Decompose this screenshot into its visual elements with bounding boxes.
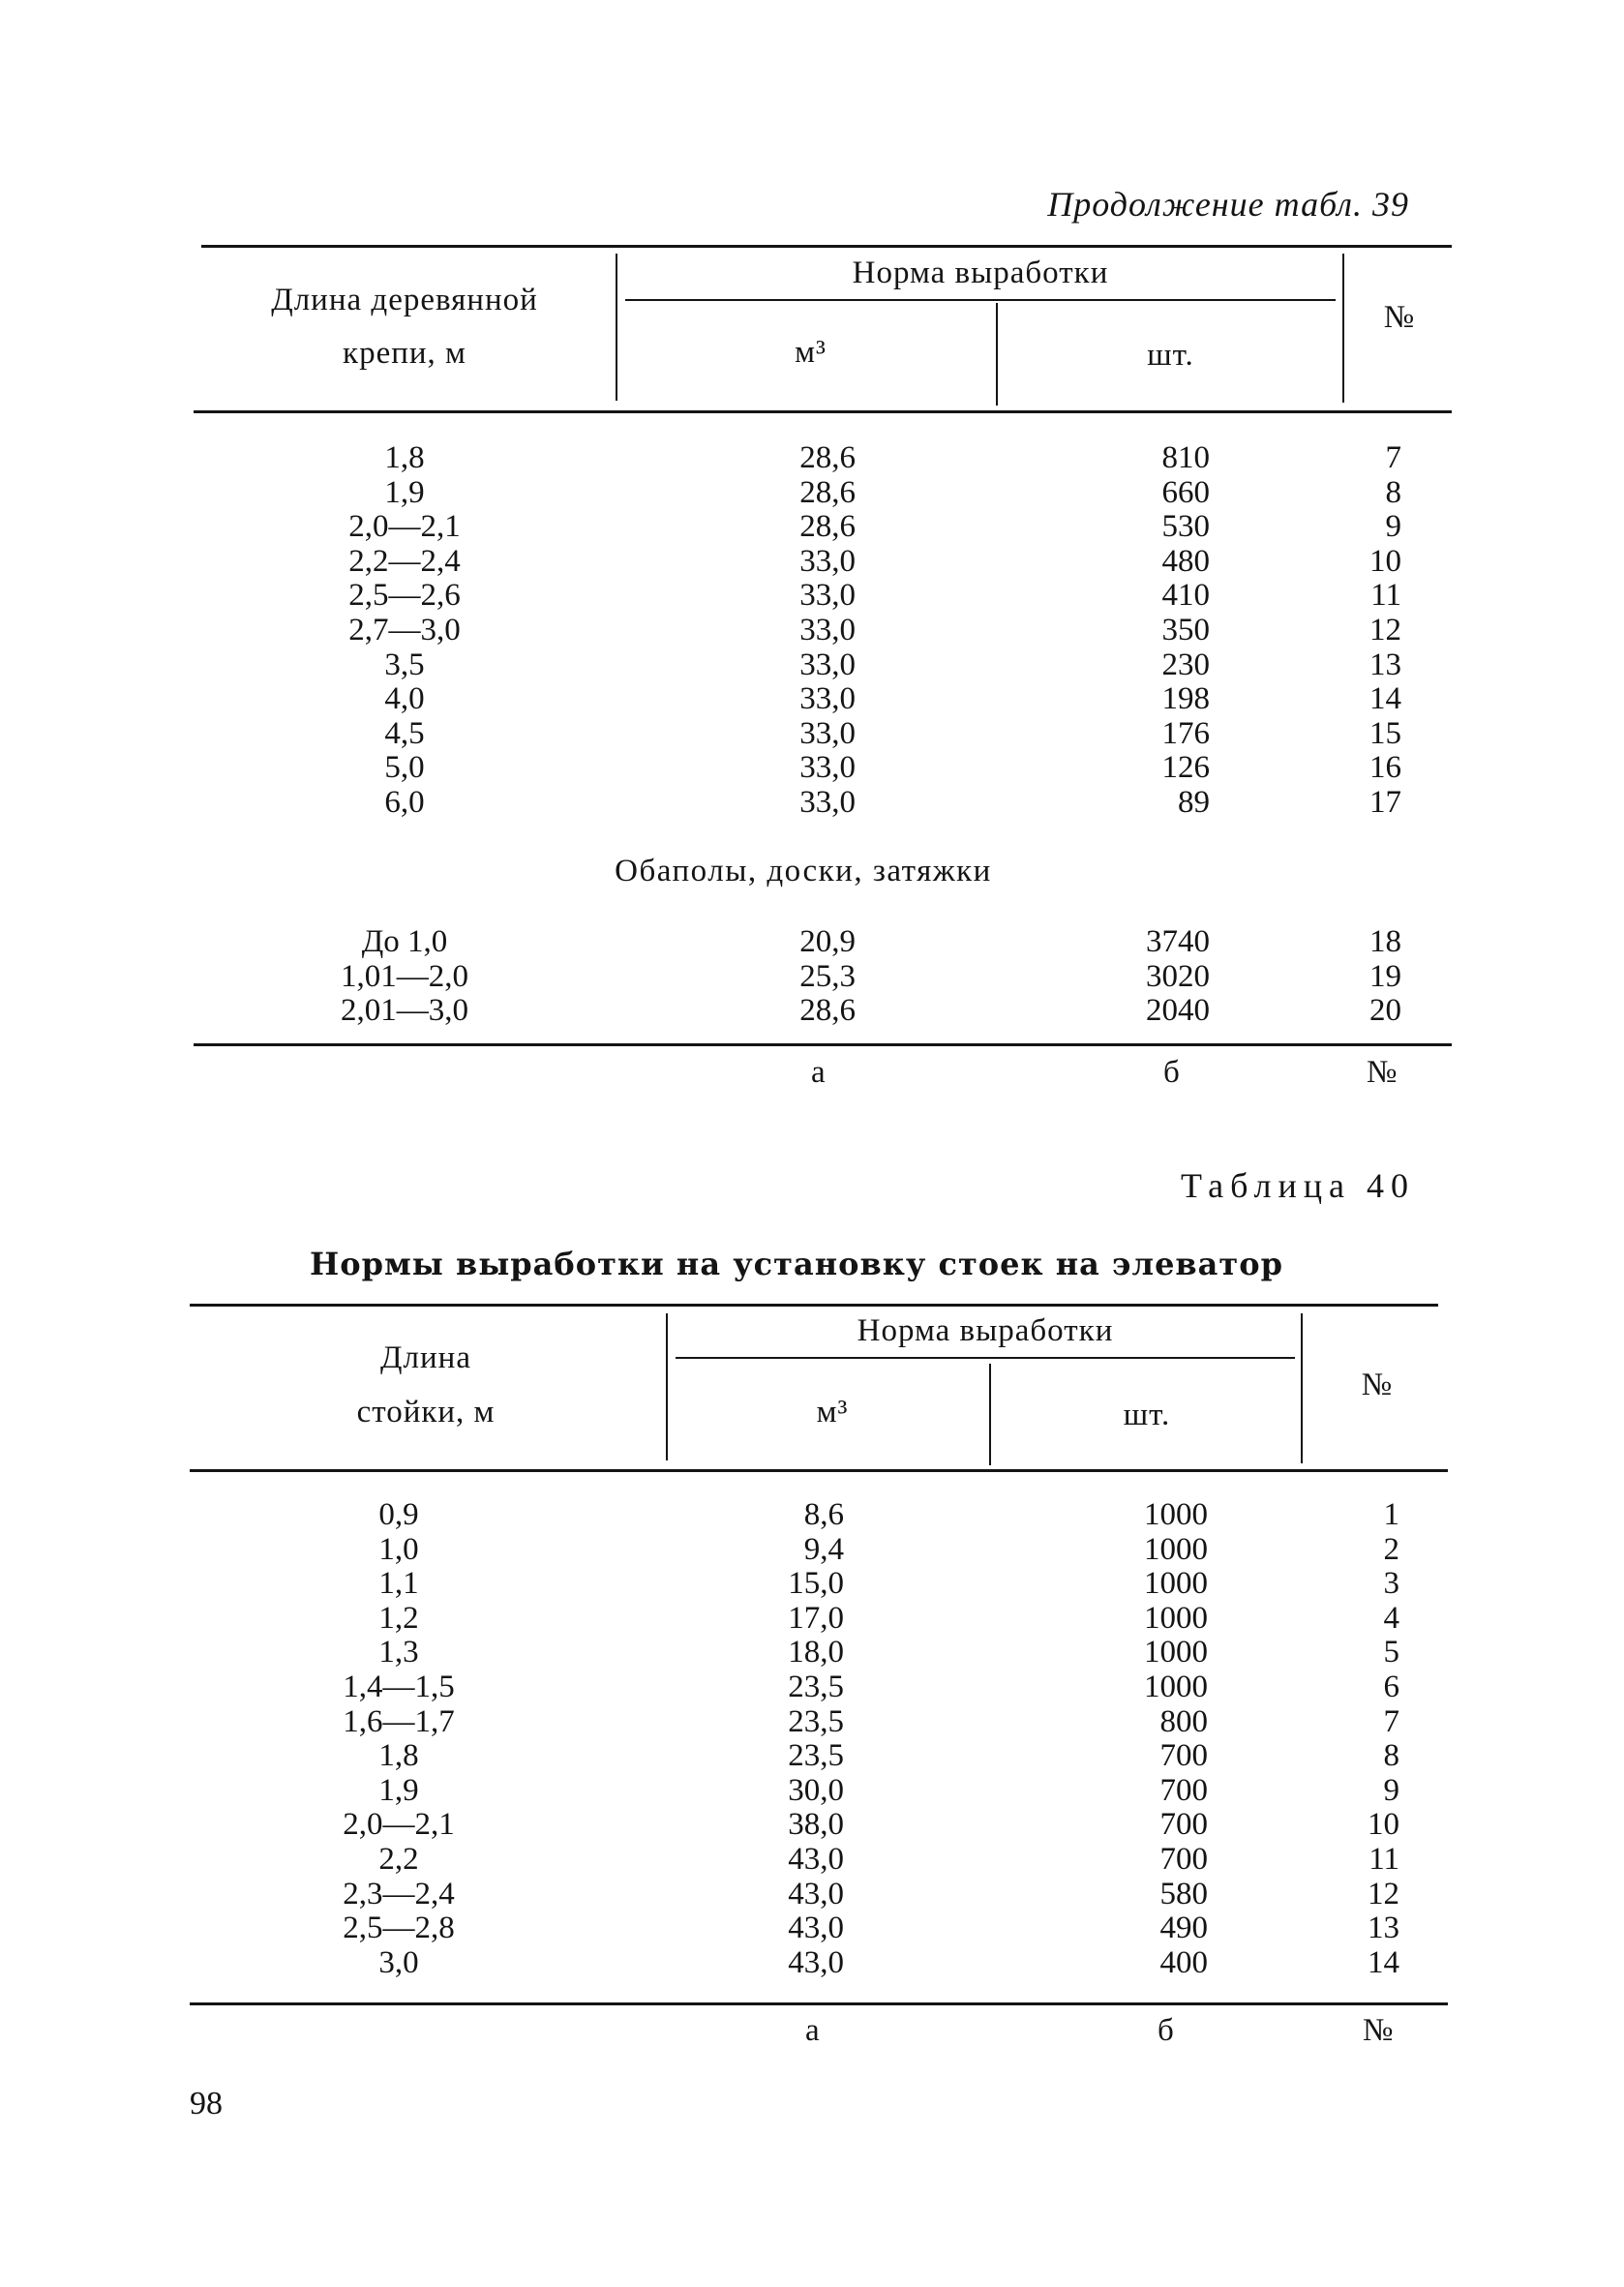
cell-length: 2,5—2,6 (348, 578, 461, 614)
cell-number: 4 (1383, 1600, 1399, 1636)
cell-number: 18 (1369, 924, 1401, 959)
page-number: 98 (190, 2086, 223, 2121)
table-row (0, 1946, 1624, 1981)
table-row (0, 1636, 1624, 1670)
table-row (0, 1843, 1624, 1878)
cell-length: 5,0 (384, 750, 425, 786)
table-row (0, 1567, 1624, 1602)
cell-volume-m3: 25,3 (799, 958, 856, 994)
table39-vrule-3 (1342, 254, 1344, 403)
cell-length: 1,3 (378, 1635, 419, 1670)
table40-vrule-2 (989, 1364, 991, 1465)
cell-length: 1,1 (378, 1566, 419, 1602)
table-row (0, 545, 1624, 580)
cell-count-sht: 230 (1161, 647, 1210, 682)
table40-body (0, 1498, 1624, 1980)
cell-number: 6 (1383, 1669, 1399, 1704)
cell-count-sht: 1000 (1144, 1497, 1208, 1532)
cell-volume-m3: 23,5 (788, 1738, 844, 1774)
cell-volume-m3: 8,6 (803, 1497, 844, 1532)
cell-count-sht: 810 (1161, 440, 1210, 475)
table39-section-body (0, 925, 1624, 1029)
table39-footer-b: б (1163, 1055, 1180, 1090)
cell-number: 2 (1383, 1531, 1399, 1567)
cell-count-sht: 580 (1159, 1876, 1208, 1911)
cell-length: 2,0—2,1 (343, 1807, 455, 1843)
cell-count-sht: 530 (1161, 509, 1210, 545)
cell-length: 1,2 (378, 1600, 419, 1636)
table-row (0, 510, 1624, 545)
cell-length: 1,9 (378, 1772, 419, 1808)
table40-vrule-1 (666, 1313, 668, 1460)
cell-number: 20 (1369, 993, 1401, 1029)
table40-col-no: № (1361, 1368, 1394, 1402)
table40-caption: Нормы выработки на установку стоек на элеватор (310, 1246, 1283, 1282)
cell-volume-m3: 43,0 (788, 1876, 844, 1911)
cell-number: 7 (1383, 1703, 1399, 1739)
cell-count-sht: 700 (1159, 1738, 1208, 1774)
cell-number: 19 (1369, 958, 1401, 994)
cell-count-sht: 350 (1161, 612, 1210, 647)
table39-col-no: № (1383, 300, 1416, 335)
cell-volume-m3: 30,0 (788, 1772, 844, 1808)
cell-volume-m3: 43,0 (788, 1841, 844, 1877)
cell-volume-m3: 43,0 (788, 1944, 844, 1980)
cell-volume-m3: 28,6 (799, 474, 856, 510)
continuation-label: Продолжение табл. 39 (1047, 185, 1409, 224)
table-row (0, 476, 1624, 511)
table39-col-sht: шт. (1147, 338, 1194, 373)
table39-footer-a: а (811, 1055, 826, 1090)
cell-count-sht: 410 (1161, 578, 1210, 614)
table40-col-group-norm: Норма выработки (857, 1313, 1114, 1348)
table-row (0, 1705, 1624, 1740)
cell-count-sht: 490 (1159, 1911, 1208, 1946)
cell-volume-m3: 23,5 (788, 1669, 844, 1704)
cell-count-sht: 400 (1159, 1944, 1208, 1980)
cell-volume-m3: 28,6 (799, 509, 856, 545)
cell-number: 3 (1383, 1566, 1399, 1602)
cell-volume-m3: 33,0 (799, 543, 856, 579)
table-row (0, 579, 1624, 614)
cell-number: 14 (1369, 681, 1401, 717)
table40-footer-no: № (1363, 2013, 1394, 2048)
cell-volume-m3: 43,0 (788, 1911, 844, 1946)
cell-number: 8 (1385, 474, 1401, 510)
cell-volume-m3: 33,0 (799, 784, 856, 820)
table39-bottom-rule (194, 1043, 1452, 1046)
cell-number: 8 (1383, 1738, 1399, 1774)
cell-count-sht: 700 (1159, 1772, 1208, 1808)
cell-volume-m3: 33,0 (799, 647, 856, 682)
cell-count-sht: 176 (1161, 715, 1210, 751)
table39-col-length-line2: крепи, м (343, 336, 466, 371)
cell-volume-m3: 38,0 (788, 1807, 844, 1843)
cell-length: 2,3—2,4 (343, 1876, 455, 1911)
cell-length: 1,4—1,5 (343, 1669, 455, 1704)
table40-title: Таблица 40 (1181, 1166, 1415, 1205)
table39-header-rule (194, 410, 1452, 413)
cell-length: 4,0 (384, 681, 425, 717)
cell-volume-m3: 20,9 (799, 924, 856, 959)
table40-bottom-rule (190, 2002, 1448, 2005)
cell-number: 9 (1383, 1772, 1399, 1808)
cell-length: 4,5 (384, 715, 425, 751)
table-row (0, 1878, 1624, 1912)
cell-number: 10 (1368, 1807, 1399, 1843)
cell-count-sht: 1000 (1144, 1635, 1208, 1670)
cell-count-sht: 660 (1161, 474, 1210, 510)
cell-number: 7 (1385, 440, 1401, 475)
cell-count-sht: 1000 (1144, 1600, 1208, 1636)
cell-count-sht: 1000 (1144, 1531, 1208, 1567)
cell-number: 14 (1368, 1944, 1399, 1980)
table40-footer-a: а (805, 2013, 820, 2048)
cell-volume-m3: 17,0 (788, 1600, 844, 1636)
table-row (0, 786, 1624, 821)
cell-length: 1,9 (384, 474, 425, 510)
table-row (0, 441, 1624, 476)
cell-count-sht: 1000 (1144, 1566, 1208, 1602)
table-row (0, 682, 1624, 717)
table-row (0, 1670, 1624, 1705)
cell-count-sht: 2040 (1146, 993, 1210, 1029)
cell-number: 9 (1385, 509, 1401, 545)
table-row (0, 648, 1624, 683)
cell-length: 2,01—3,0 (341, 993, 468, 1029)
cell-number: 5 (1383, 1635, 1399, 1670)
cell-volume-m3: 33,0 (799, 612, 856, 647)
table40-header-rule (190, 1469, 1448, 1472)
cell-number: 15 (1369, 715, 1401, 751)
cell-number: 11 (1368, 1841, 1399, 1877)
table39-body (0, 441, 1624, 821)
cell-number: 12 (1369, 612, 1401, 647)
cell-volume-m3: 23,5 (788, 1703, 844, 1739)
cell-length: 3,5 (384, 647, 425, 682)
cell-number: 13 (1368, 1911, 1399, 1946)
table39-footer-no: № (1367, 1055, 1398, 1090)
cell-count-sht: 3740 (1146, 924, 1210, 959)
cell-number: 11 (1370, 578, 1401, 614)
cell-volume-m3: 33,0 (799, 681, 856, 717)
table-row (0, 1739, 1624, 1774)
cell-volume-m3: 28,6 (799, 993, 856, 1029)
cell-length: До 1,0 (361, 924, 448, 959)
table40-vrule-3 (1301, 1313, 1303, 1463)
table-row (0, 751, 1624, 786)
cell-count-sht: 480 (1161, 543, 1210, 579)
cell-count-sht: 198 (1161, 681, 1210, 717)
cell-length: 2,5—2,8 (343, 1911, 455, 1946)
table39-vrule-2 (996, 303, 998, 406)
table39-vrule-1 (616, 254, 617, 401)
cell-length: 6,0 (384, 784, 425, 820)
cell-number: 1 (1383, 1497, 1399, 1532)
cell-volume-m3: 9,4 (803, 1531, 844, 1567)
cell-length: 2,0—2,1 (348, 509, 461, 545)
cell-count-sht: 700 (1159, 1807, 1208, 1843)
cell-volume-m3: 33,0 (799, 715, 856, 751)
cell-count-sht: 700 (1159, 1841, 1208, 1877)
table-row (0, 1911, 1624, 1946)
table-row (0, 1602, 1624, 1637)
cell-count-sht: 126 (1161, 750, 1210, 786)
table-row (0, 717, 1624, 752)
cell-number: 17 (1369, 784, 1401, 820)
table39-top-rule (201, 245, 1452, 248)
cell-count-sht: 3020 (1146, 958, 1210, 994)
cell-volume-m3: 33,0 (799, 750, 856, 786)
cell-length: 2,2—2,4 (348, 543, 461, 579)
cell-length: 1,8 (384, 440, 425, 475)
table39-group-rule (625, 299, 1336, 301)
table39-section-label: Обаполы, доски, затяжки (615, 854, 992, 888)
table-row (0, 1533, 1624, 1568)
table40-footer-b: б (1158, 2013, 1174, 2048)
cell-length: 1,0 (378, 1531, 419, 1567)
cell-number: 12 (1368, 1876, 1399, 1911)
cell-count-sht: 800 (1159, 1703, 1208, 1739)
cell-number: 16 (1369, 750, 1401, 786)
cell-count-sht: 89 (1178, 784, 1210, 820)
cell-length: 1,01—2,0 (341, 958, 468, 994)
table40-col-m3: м³ (816, 1395, 849, 1429)
table-row (0, 1774, 1624, 1809)
cell-length: 0,9 (378, 1497, 419, 1532)
cell-length: 3,0 (378, 1944, 419, 1980)
cell-volume-m3: 28,6 (799, 440, 856, 475)
table-row (0, 925, 1624, 960)
table39-col-m3: м³ (795, 335, 827, 370)
cell-length: 2,7—3,0 (348, 612, 461, 647)
cell-count-sht: 1000 (1144, 1669, 1208, 1704)
table40-top-rule (190, 1304, 1438, 1307)
cell-volume-m3: 33,0 (799, 578, 856, 614)
cell-length: 1,8 (378, 1738, 419, 1774)
table-row (0, 614, 1624, 648)
cell-number: 10 (1369, 543, 1401, 579)
cell-volume-m3: 18,0 (788, 1635, 844, 1670)
table-row (0, 960, 1624, 995)
table-row (0, 1808, 1624, 1843)
table40-group-rule (676, 1357, 1295, 1359)
table40-col-length-line2: стойки, м (356, 1395, 496, 1429)
table39-col-group-norm: Норма выработки (852, 256, 1109, 290)
cell-volume-m3: 15,0 (788, 1566, 844, 1602)
cell-length: 1,6—1,7 (343, 1703, 455, 1739)
table40-col-sht: шт. (1123, 1398, 1171, 1432)
cell-number: 13 (1369, 647, 1401, 682)
cell-length: 2,2 (378, 1841, 419, 1877)
table-row (0, 1498, 1624, 1533)
table40-col-length-line1: Длина (380, 1340, 471, 1375)
table-row (0, 994, 1624, 1029)
table39-col-length-line1: Длина деревянной (271, 283, 538, 317)
